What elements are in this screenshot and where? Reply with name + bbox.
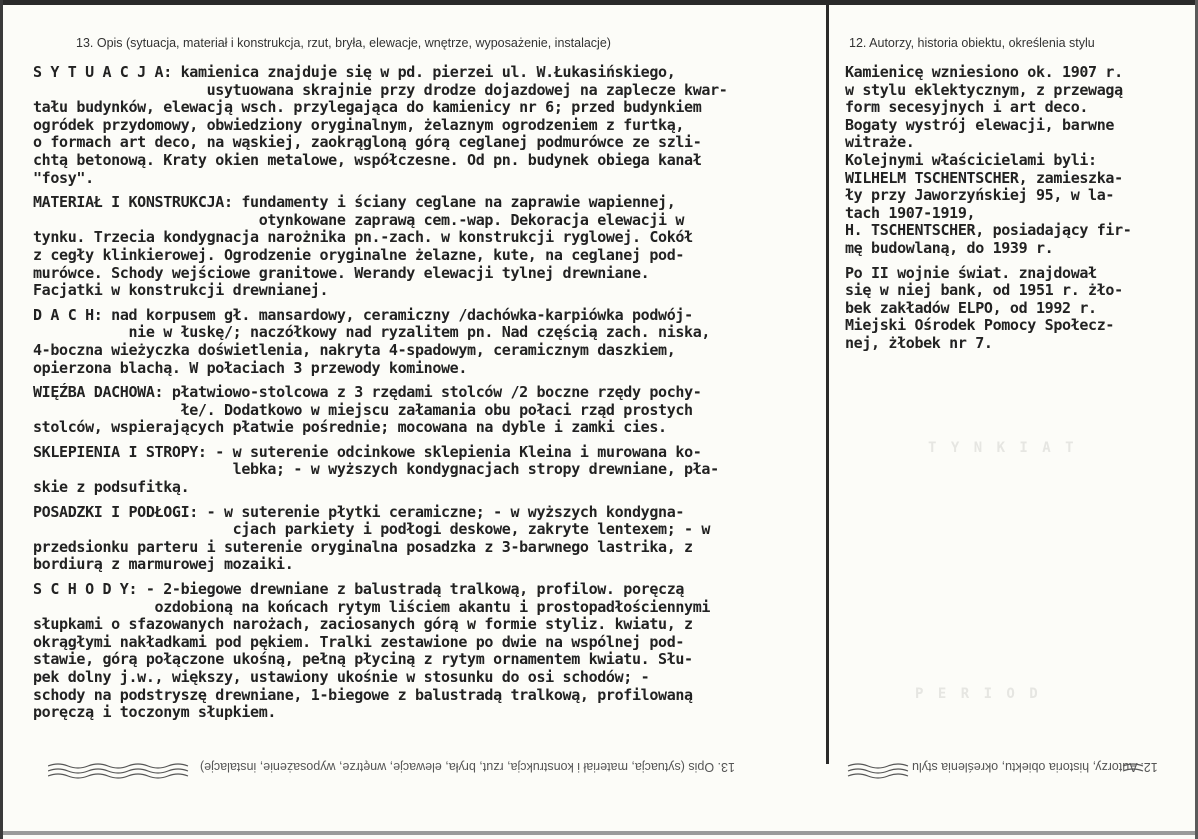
text-line [33,265,727,283]
text-line [845,152,1131,170]
line-text: murówce. Schody wejściowe granitowe. Werandy elewacji tylnej drewniane. [33,263,650,282]
line-text: - 2-biegowe drewniane z balustradą tralkową, profilow. poręczą [137,580,685,599]
text-line [33,581,727,599]
line-text: skie z podsufitką. [33,478,190,497]
text-line [33,419,727,437]
text-line [845,205,1131,223]
line-text: stawie, górą połączone ukośną, pełną płyciną z rytym ornamentem kwiatu. Słu- [33,650,693,669]
line-text: form secesyjnych i art deco. [845,98,1089,117]
line-text: z cegły klinkierowej. Ogrodzenie oryginalne żelazne, kute, na ceglanej pod- [33,245,685,264]
line-text: otynkowane zaprawą cem.-wap. Dekoracja elewacji w [33,210,685,229]
line-text: WILHELM TSCHENTSCHER, zamieszka- [845,168,1123,187]
line-text: "fosy". [33,168,94,187]
text-line [33,687,727,705]
text-line [33,307,727,325]
line-text: cjach parkiety i podłogi deskowe, zakryte lentexem; - w [33,520,711,539]
text-line [33,134,727,152]
line-text: bordiurą z marmurowej mozaiki. [33,555,294,574]
line-text: pek dolny j.w., większy, ustawiony ukośnie w stosunku do osi schodów; - [33,668,650,686]
text-line [845,117,1131,135]
line-text: o formach art deco, na wąskiej, zaokrągloną górą ceglanej podmurówce ze szli- [33,133,702,152]
text-line [33,599,727,617]
line-text: ozdobioną na końcach rytym liściem akantu i prostopadłościennymi [33,597,711,616]
text-line [33,669,727,687]
line-text: Bogaty wystrój elewacji, barwne [845,115,1115,134]
text-line [33,99,727,117]
bleed-through-mark: P E R I O D [915,686,1041,702]
line-text: Kamienicę wzniesiono ok. 1907 r. [845,63,1123,81]
line-text: kamienica znajduje się w pd. pierzei ul. W.Łukasińskiego, [171,63,676,81]
text-line [33,461,727,479]
text-line [845,187,1131,205]
text-line [845,99,1131,117]
text-line [33,479,727,497]
text-line [845,134,1131,152]
section-label: S C H O D Y: [33,580,138,599]
text-line [33,651,727,669]
line-text: nej, żłobek nr 7. [845,333,993,352]
text-line [33,152,727,170]
line-text: stolców, wspierających płatwie pośrednie; mocowana na dyble i zamki cies. [33,418,667,437]
line-text: H. TSCHENTSCHER, posiadający fir- [845,221,1132,240]
section-label: D A C H: [33,305,103,324]
line-text: usytuowana skrajnie przy drodze dojazdowej na zaplecze kwar- [33,80,728,99]
text-line [845,64,1131,82]
section-label: SKLEPIENIA I STROPY: [33,442,207,461]
text-line [33,64,727,82]
line-text: łe/. Dodatkowo w miejscu załamania obu połaci rząd prostych [33,400,693,419]
line-text: lebka; - w wyższych kondygnacjach stropy drewniane, pła- [33,460,719,479]
text-line [33,616,727,634]
history-column [845,64,1131,353]
text-line [845,335,1131,353]
text-line [33,194,727,212]
text-line [845,265,1131,283]
bottom-border [0,831,1198,835]
line-text: fundamenty i ściany ceglane na zaprawie wapiennej, [232,193,676,212]
text-line [33,384,727,402]
text-line [33,170,727,188]
line-text: poręczą i toczonym słupkiem. [33,703,277,722]
section-12-header: 12. Autorzy, historia obiektu, określenia stylu [849,36,1095,50]
line-text: tach 1907-1919, [845,203,976,222]
section-label: POSADZKI I PODŁOGI: [33,502,198,521]
text-line [845,282,1131,300]
text-line [845,240,1131,258]
text-line [33,360,727,378]
text-line [33,556,727,574]
section-label: S Y T U A C J A: [33,63,172,81]
text-line [33,229,727,247]
line-text: się w niej bank, od 1951 r. żło- [845,281,1123,300]
line-text: płatwiowo-stolcowa z 3 rzędami stolców /2 boczne rzędy pochy- [163,383,702,402]
line-text: 4-boczna wieżyczka doświetlenia, nakryta 4-spadowym, ceramicznym daszkiem, [33,340,676,359]
line-text: Kolejnymi właścicielami byli: [845,150,1097,169]
bleed-through-mark: T Y N K I A T [928,440,1077,456]
text-line [33,539,727,557]
text-line [33,282,727,300]
text-line [33,82,727,100]
text-line [33,212,727,230]
mirrored-footer-12: 12. Autorzy, historia obiektu, określenia stylu [912,760,1158,774]
line-text: witraże. [845,133,915,152]
line-text: chtą betonową. Kraty okien metalowe, współczesne. Od pn. budynek obiega kanał [33,150,702,169]
line-text: - w suterenie odcinkowe sklepienia Kleina i murowana ko- [206,442,702,461]
text-line [33,444,727,462]
line-text: opierzona blachą. W połaciach 3 przewody kominowe. [33,358,468,377]
section-label: WIĘŹBA DACHOWA: [33,383,164,402]
text-line [33,342,727,360]
section-13-header: 13. Opis (sytuacja, materiał i konstrukcja, rzut, bryła, elewacje, wnętrze, wyposażenie, instalacje) [76,36,611,50]
line-text: tału budynków, elewacją wsch. przylegająca do kamienicy nr 6; przed budynkiem [33,98,702,117]
top-border [0,0,1198,5]
text-line [845,317,1131,335]
line-text: słupkami o sfazowanych narożach, zaciosanych górą w formie styliz. kwiatu, z [33,615,693,634]
line-text: przedsionku parteru i suterenie oryginalna posadzka z 3-barwnego lastrika, z [33,537,693,556]
line-text: bek zakładów ELPO, od 1992 r. [845,298,1097,317]
line-text: - w suterenie płytki ceramiczne; - w wyższych kondygna- [197,502,685,521]
text-line [33,634,727,652]
line-text: ogródek przydomowy, obwiedziony oryginalnym, żelaznym ogrodzeniem z furtką, [33,115,685,134]
line-text: tynku. Trzecia kondygnacja narożnika pn.-zach. w konstrukcji ryglowej. Cokół [33,228,693,247]
line-text: mę budowlaną, do 1939 r. [845,238,1054,257]
text-line [845,222,1131,240]
text-line [33,324,727,342]
line-text: schody na podstryszę drewniane, 1-biegowe z balustradą tralkową, profilowaną [33,685,693,704]
line-text: Po II wojnie świat. znajdował [845,263,1097,282]
section-label: MATERIAŁ I KONSTRUKCJA: [33,193,233,212]
text-line [845,82,1131,100]
text-line [33,247,727,265]
text-line [845,170,1131,188]
text-line [33,704,727,722]
text-line [33,504,727,522]
line-text: Miejski Ośrodek Pomocy Społecz- [845,316,1115,335]
line-text: nad korpusem gł. mansardowy, ceramiczny /dachówka-karpiówka podwój- [102,305,693,324]
text-line [845,300,1131,318]
line-text: ły przy Jaworzyńskiej 95, w la- [845,186,1115,205]
line-text: nie w łuskę/; naczółkowy nad ryzalitem pn. Nad częścią zach. niska, [33,323,711,342]
line-text: w stylu eklektycznym, z przewagą [845,80,1123,99]
description-column [33,64,727,722]
left-border [0,0,3,839]
line-text: Facjatki w konstrukcji drewnianej. [33,281,329,300]
text-line [33,521,727,539]
column-divider [826,4,829,764]
mirrored-footer-13: 13. Opis (sytuacja, materiał i konstrukcja, rzut, bryła, elewacje, wnętrze, wyposażenie, instalacje) [200,760,735,774]
text-line [33,402,727,420]
text-line [33,117,727,135]
line-text: okrągłymi nakładkami pod pękiem. Tralki zestawione po dwie na wspólnej pod- [33,632,685,651]
